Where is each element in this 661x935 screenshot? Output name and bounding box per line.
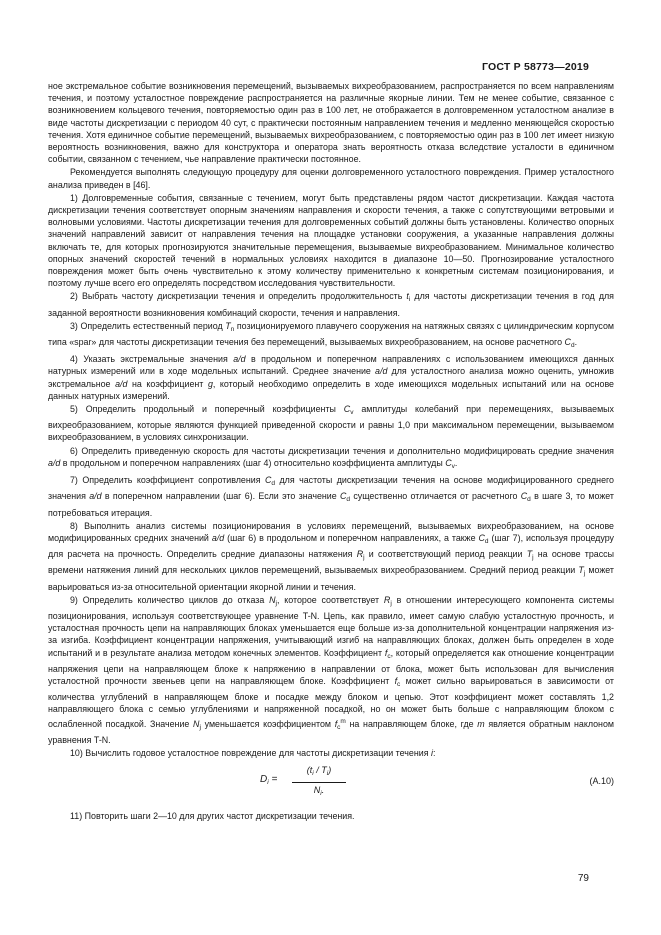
formula-numerator: [292, 764, 346, 783]
text: в шаге 3, то может потребоваться итерация.: [48, 491, 614, 518]
text: .: [574, 337, 578, 348]
text: 8) Выполнить анализ системы позиционирования в условиях перемещений, вызываемых вихреобразованием, на основе модифицированных средних значений: [48, 520, 614, 543]
text: может сильно варьироваться в зависимости от количества углублений в направляющем блоке и посадке между блоком и цепью. Этот коэффициент может составлять 1,2 направляющего блока с семью углублениями и напряженной посадкой, но он может быть больше с направляющим блоком с ослабленной посадкой. Значение: [48, 675, 614, 729]
text: (шаг 7), используя процедуру для расчета на прочность. Определить средние диапазоны натяжения: [48, 532, 614, 560]
paragraph-step-6: [48, 445, 614, 473]
den-N-sub: i: [320, 790, 322, 798]
text: на основе трассы времени натяжения линий для нескольких циклов перемещений, вызываемых вихреобразованием. Средний период реакции: [48, 549, 614, 576]
text: позиционируемого плавучего сооружения на натяжных связях с цилиндрическим корпусом типа «spar» для частоты дискретизации течения без перемещений, вызываемых вихреобразованием, на основе расчетного: [48, 320, 614, 348]
symbol-ad: a/d: [48, 457, 61, 468]
subscript-c: c: [397, 680, 401, 688]
symbol-C: C: [264, 475, 272, 486]
text: для усталостного анализа можно оценить, умножив экстремальное: [48, 366, 614, 389]
den-N: N: [313, 785, 321, 796]
subscript-v: v: [451, 462, 455, 470]
text: 4) Указать экстремальные значения: [70, 354, 234, 365]
num-T: T: [321, 765, 327, 776]
document-header: ГОСТ Р 58773—2019: [481, 61, 589, 73]
formula-end: .: [321, 785, 325, 796]
symbol-i: i: [430, 747, 433, 758]
paragraph-step-9: [48, 594, 614, 746]
paragraph-step-4: [48, 353, 614, 402]
symbol-ad: a/d: [89, 491, 102, 502]
text: для частоты дискретизации течения на основе модифицированного среднего значения: [48, 475, 614, 502]
superscript-m: m: [340, 717, 346, 725]
text: для частоты дискретизации течения в год для заданной вероятности возникновения комбинаций скорости, течения и направления.: [48, 291, 614, 318]
subscript-j: j: [390, 599, 392, 607]
subscript-i: i: [408, 296, 411, 304]
symbol-ad: a/d: [115, 378, 128, 389]
symbol-f: f: [334, 718, 338, 729]
text: 2) Выбрать частоту дискретизации течения и определить продолжительность: [70, 291, 407, 302]
symbol-t: t: [406, 291, 409, 302]
formula-D: D: [260, 774, 268, 786]
num-t: t: [309, 765, 313, 776]
subscript-d: d: [346, 496, 351, 504]
symbol-ad: a/d: [375, 366, 388, 377]
text: 6) Определить приведенную скорость для частоты дискретизации течения и дополнительно модифицировать средние значения: [70, 445, 614, 456]
paren-open: (: [306, 765, 310, 776]
formula-lhs: [260, 774, 277, 789]
subscript-c: c: [387, 652, 391, 660]
symbol-N: N: [193, 718, 200, 729]
text: 3) Определить естественный период: [70, 320, 226, 331]
symbol-T: T: [526, 549, 533, 560]
formula-denominator: [292, 783, 346, 800]
text: амплитуды колебаний при перемещениях, вызываемых вихреобразованием, которые являются функцией приведенной скорости и равны 1,0 при максимальном перемещении, вызываемом вихреобразованием, в условиях синхронизации.: [48, 404, 614, 443]
subscript-c: c: [337, 723, 341, 731]
text: на направляющем блоке, где: [345, 718, 478, 729]
formula-a10: [48, 762, 614, 808]
subscript-j: j: [583, 570, 586, 578]
text: может варьироваться из-за относительной ориентации якорной линии и течения.: [48, 565, 614, 592]
symbol-C: C: [340, 491, 347, 502]
symbol-ad: a/d: [211, 532, 225, 543]
paren-close: ): [328, 765, 332, 776]
formula-fraction: [292, 764, 346, 800]
paragraph-step-10: [48, 747, 614, 759]
subscript-j: j: [532, 554, 534, 562]
paragraph-continuation: ное экстремальное событие возникновения перемещений, вызываемых вихреобразованием, распространяется по всем направлениям течения, и поэтому усталостное повреждение распространяется на различные якорные линии. Тем не менее событие, связанное с возникновением кольцевого течения, повторяемостью один раз в 100 лет, не отображается в долговременном усталостном анализе в виде частоты дискретизации с периодом 40 сут, с практически постоянным направлением течения и медленно меняющейся скоростью течения. Хотя единичное событие перемещений, вызываемых вихреобразованием, с повторяемостью один раз в 100 лет имеет низкую вероятность возникновения, важно для конструктора и оператора знать вероятность отказа вследствие усталости в единичном событии, связанном с течением, чье направление практически постоянное.: [48, 81, 614, 165]
text: в отношении интересующего компонента системы позиционирования, используя соответствующее уравнение T-N. Цепь, как правило, имеет самую слабую усталостную прочность, и усталостная прочность цепи на направляющих блоках уменьшается еще больше из-за дополнительной концентрации напряжения из-за изгиба. Коэффициент концентрации напряжения, учитывающий изгиб на направляющих блоках, должен быть определен в ходе испытаний и в результате анализа методом конечных элементов. Коэффициент: [48, 594, 615, 658]
paragraph-step-11: 11) Повторить шаги 2—10 для других частот дискретизации течения.: [70, 811, 355, 822]
symbol-f: f: [394, 675, 398, 686]
symbol-C: C: [520, 491, 528, 502]
text: на коэффициент: [127, 378, 208, 389]
symbol-N: N: [269, 594, 276, 605]
text: 9) Определить количество циклов до отказа: [70, 594, 270, 605]
text: , который определяется как отношение концентрации напряжения цепи на направляющем блоке к напряжению в направлении от блока, может быть использован для вычисления усталостной прочности звеньев цепи на направляющем блоке. Коэффициент: [48, 647, 615, 686]
text: (шаг 6) в продольном и поперечном направлениях, а также: [224, 532, 479, 543]
symbol-C: C: [445, 457, 452, 468]
symbol-C: C: [343, 404, 351, 415]
num-slash: /: [313, 765, 322, 776]
text: 7) Определить коэффициент сопротивления: [70, 475, 265, 486]
paragraph-step-2: [48, 290, 614, 318]
symbol-T: T: [578, 565, 584, 576]
symbol-C: C: [478, 532, 485, 543]
paragraph-step-7: [48, 474, 614, 519]
text: .: [454, 457, 458, 468]
paragraph-step-5: [48, 403, 614, 444]
text: в поперечном направлении (шаг 6). Если это значение: [101, 491, 340, 502]
subscript-v: v: [350, 409, 354, 417]
page-number: 79: [577, 873, 589, 884]
num-T-sub: i: [326, 770, 329, 778]
symbol-f: f: [384, 647, 388, 658]
paragraph-procedure-intro: Рекомендуется выполнять следующую процедуру для оценки долговременного усталостного повреждения. Пример усталостного анализа приведен в [46].: [48, 167, 614, 190]
subscript-d: d: [271, 480, 276, 488]
text: и соответствующий период реакции: [364, 549, 527, 560]
subscript-j: j: [363, 554, 365, 562]
subscript-j: j: [275, 599, 277, 607]
subscript-d: d: [527, 496, 531, 504]
text: существенно отличается от расчетного: [350, 491, 521, 502]
text: , который необходимо определить в ходе имеющихся модельных испытаний или на основе данных натурных измерений.: [48, 378, 614, 401]
formula-number: (А.10): [589, 776, 614, 787]
paragraph-step-3: [48, 320, 614, 352]
symbol-ad: a/d: [233, 354, 246, 365]
subscript-n: n: [230, 325, 235, 333]
paragraph-step-1: 1) Долговременные события, связанные с течением, могут быть представлены рядом частот дискретизации. Каждая частота дискретизации течения соответствует опорным значениям направления и скорости течения, а также с сопутствующими ветровыми и волновыми условиями. Частоты дискретизации течения для долговременных событий должны быть установлены. Количество опорных значений направлений зависит от направления течения на площадке установки сооружения, а указанные направления должны включать те, для которых прогнозируются значительные перемещения, вызываемые вихреобразованием. Минимальное количество опорных значений скоростей течений в нормальных условиях находится в диапазоне 10—50. Прогнозирование усталостного повреждения может быть очень чувствительно к этому количеству применительно к конкретным системам позиционирования, и поэтому лучше всего его определять посредством исследования чувствительности.: [48, 192, 614, 289]
symbol-R: R: [356, 549, 364, 560]
text: :: [432, 747, 436, 758]
symbol-C: C: [564, 337, 571, 348]
text: 10) Вычислить годовое усталостное повреждение для частоты дискретизации течения: [70, 747, 431, 758]
text: , которое соответствует: [276, 594, 384, 605]
subscript-d: d: [570, 342, 575, 350]
symbol-R: R: [383, 594, 391, 605]
text: в продольном и поперечном направлениях с использованием имеющихся данных натурных измерений или в ходе модельных испытаний. Среднее значение: [48, 354, 614, 377]
symbol-T: T: [225, 320, 231, 331]
num-t-sub: i: [312, 770, 314, 778]
text: является обратным наклоном уравнения T-N.: [48, 718, 614, 745]
formula-D-sub: i: [267, 779, 269, 787]
text: в продольном и поперечном направлениях (шаг 4) относительно коэффициента амплитуды: [60, 457, 446, 468]
text: 5) Определить продольный и поперечный коэффициенты: [70, 404, 344, 415]
document-body: [48, 80, 614, 822]
paragraph-step-8: [48, 520, 614, 593]
symbol-m: m: [477, 718, 485, 729]
text: уменьшается коэффициентом: [200, 718, 335, 729]
subscript-j: j: [199, 723, 201, 731]
subscript-d: d: [484, 537, 489, 545]
formula-equals: =: [268, 774, 278, 786]
symbol-g: g: [207, 378, 213, 389]
